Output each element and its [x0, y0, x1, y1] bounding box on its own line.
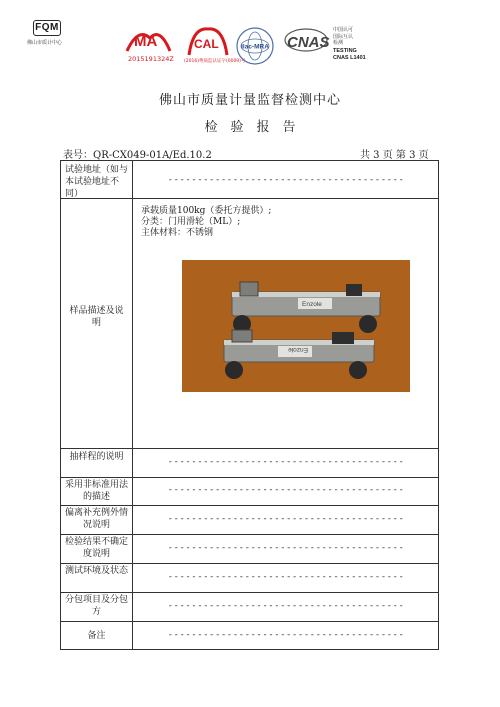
remarks-label: 备注	[87, 631, 106, 641]
remarks-value: ----------------------------------------	[167, 630, 405, 640]
organization-title: 佛山市质量计量监督检测中心	[158, 93, 341, 108]
sample-line: 主体材料：不锈钢	[141, 228, 214, 238]
deviation-label: 偏离补充例外情况说明	[64, 508, 128, 530]
fqm-logo: FQM	[33, 20, 61, 36]
nonstandard-label: 采用非标准用法的描述	[64, 480, 128, 502]
nonstandard-value: ----------------------------------------	[167, 485, 405, 495]
test-address-label: 试验地址（如与本试验地址不同）	[65, 165, 129, 199]
cnas-mutual-recognition	[333, 27, 353, 47]
sampling-value: ----------------------------------------	[167, 457, 405, 467]
uncertainty-label: 检验结果不确定度说明	[64, 537, 128, 559]
cma-seal-icon	[124, 24, 172, 54]
cnas-tr-line: 检测	[333, 40, 344, 46]
subcontract-label: 分包项目及分包方	[64, 595, 128, 617]
row-divider	[61, 198, 438, 199]
cnas-testing-label: TESTING	[333, 48, 357, 54]
form-number: 表号：QR-CX049-01A/Ed.10.2	[63, 150, 212, 161]
sample-photo	[182, 260, 410, 392]
cal-number: (2016)粤质监认证字(0009)号	[184, 59, 246, 64]
row-divider	[61, 563, 438, 564]
environment-value: ----------------------------------------	[167, 572, 405, 582]
cal-seal-icon	[185, 25, 231, 57]
ilac-mra-text: ilac-MRA	[241, 43, 269, 51]
environment-label: 测试环境及状态	[64, 566, 128, 576]
row-divider	[61, 448, 438, 449]
cnas-logo: CNAS	[287, 34, 330, 51]
sampling-label: 抽样程的说明	[69, 452, 124, 462]
cma-seal-text: MA	[134, 33, 158, 50]
fqm-logo-subtitle: 佛山市质计中心	[27, 40, 63, 46]
row-divider	[61, 505, 438, 506]
sample-line: 承载质量100kg（委托方提供）;	[141, 206, 272, 216]
sample-label: 样品描述及说明	[69, 306, 124, 328]
row-divider	[61, 534, 438, 535]
row-divider	[61, 621, 438, 622]
cma-number: 2015191324Z	[128, 55, 174, 63]
cal-seal-text: CAL	[194, 37, 219, 51]
cnas-number: CNAS L1401	[333, 55, 366, 61]
cnas-tr-line: 国际互认	[333, 33, 354, 40]
subcontract-value: ----------------------------------------	[167, 601, 405, 611]
deviation-value: ----------------------------------------	[167, 514, 405, 524]
sample-line: 分类：门用滑轮（ML）;	[141, 217, 241, 227]
report-title: 检验报告	[204, 120, 309, 135]
photo-brand-bottom: Enzole	[288, 346, 308, 353]
page-info: 共 3 页 第 3 页	[360, 150, 429, 161]
sample-description	[141, 206, 271, 239]
cnas-tr-line: 中国认可	[333, 27, 354, 33]
row-divider	[61, 592, 438, 593]
row-divider	[61, 477, 438, 478]
test-address-value: ----------------------------------------	[167, 175, 405, 185]
photo-brand-top: Enzole	[302, 301, 322, 308]
cnas-testing-block	[333, 48, 366, 62]
uncertainty-value: ----------------------------------------	[167, 543, 405, 553]
ilac-mra-seal-icon	[235, 26, 275, 66]
report-table	[60, 160, 439, 650]
